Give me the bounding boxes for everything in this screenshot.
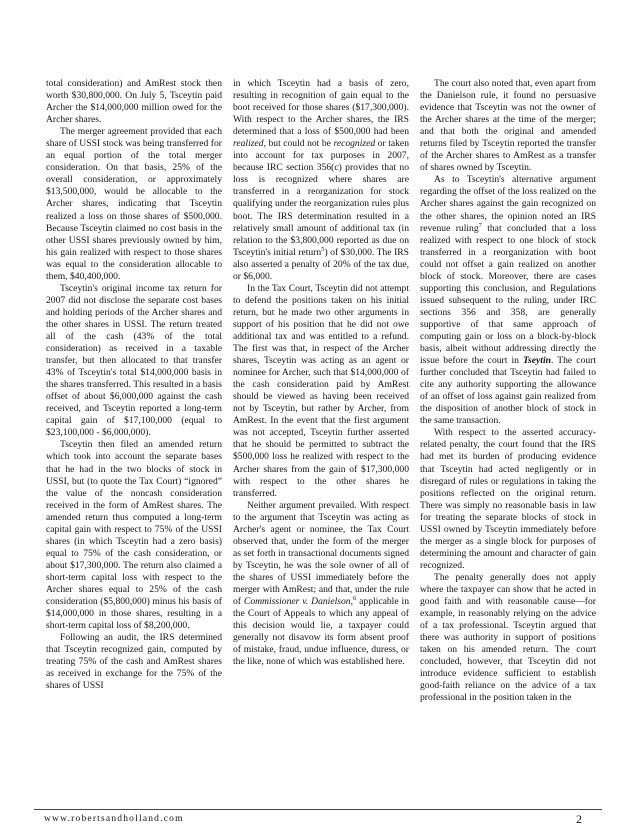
paragraph: Neither argument prevailed. With respect to the argument that Tsceytin was acting as Archer's agent or nominee, the Tax Court observed that, under the form of the merger as set forth in transactional documents signed by Tsceytin, he was the sole owner of all of the shares of USSI immediately before the merger with AmRest; and that, under the rule of Commissioner v. Danielson,$^6$ applicable in the Court of Appeals to which any appeal of this decision would lie, a taxpayer could generally not disavow its form absent proof of mistake, fraud, undue influence, duress, or the like, none of which was established here. — [233, 499, 409, 668]
text-run: Neither argument prevailed. With respect to the argument that Tsceytin was acting as Archer's agent or nominee, the Tax Court observed that, under the form of the merger as set forth in transactional documents signed by Tsceytin, he was the sole owner of all of the shares of USSI immediately before the merger with AmRest; and that, under the rule of — [233, 499, 409, 608]
footer-website: www.robertsandholland.com — [44, 814, 184, 824]
footnote-ref: 5 — [321, 245, 325, 253]
paragraph: In the Tax Court, Tsceytin did not attempt to defend the positions taken on his initial return, but he made two other arguments in support of his position that he did not owe additional tax and was entitled to a refund. The first was that, in respect of the Archer shares, Tsceytin was acting as an agent or nominee for Archer, such that $14,000,000 of the cash consideration paid by AmRest should be viewed as having been received not by Tsceytin, but rather by Archer, from AmRest. In the event that the first argument was not accepted, Tsceytin further asserted that he should be permitted to subtract the $500,000 loss he realized with respect to the Archer shares from the gain of $17,300,000 with respect to the other shares he transferred. — [233, 282, 409, 499]
footnote-ref: 6 — [353, 594, 357, 602]
paragraph: The court also noted that, even apart from the Danielson rule, it found no persuasive evidence that Tsceytin was not the owner of the Archer shares at the time of the merger; and that both the original and amended returns filed by Tsceytin reported the transfer of the Archer shares to AmRest as a transfer of shares owned by Tsceytin. — [420, 78, 596, 174]
article-body — [46, 78, 596, 788]
paragraph: Tsceytin's original income tax return for 2007 did not disclose the separate cost bases and holding periods of the Archer shares and the other shares in USSI. The return treated all of the cash (43% of the total consideration) as received in a taxable transfer, but then allocated to that transfer 43% of Tsceytin's total $14,000,000 basis in the shares transferred. This resulted in a basis offset of about $6,000,000 against the cash received, and Tsceytin reported a long-term capital gain of $17,100,000 (equal to $23,100,000 - $6,000,000). — [46, 282, 222, 439]
text-run: ) of $30,000. The IRS also asserted a penalty of 20% of the tax due, or $6,000. — [233, 246, 409, 282]
text-run: applicable in the Court of Appeals to which any appeal of this decision would lie, a taxpayer could generally not disavow its form absent proof of mistake, fraud, undue influence, duress, or the like, none of which was established here. — [233, 596, 409, 668]
case-citation: Commissioner v. Danielson — [243, 596, 351, 608]
text-run: . The court further concluded that Tsceytin had failed to cite any authority supporting the allowance of an offset of loss against gain realized from the disposition of another block of stock in the same transaction. — [420, 355, 596, 427]
footer-divider — [34, 809, 602, 810]
emphasis-realized: realized — [233, 138, 264, 150]
text-run: As to Tsceytin's alternative argument regarding the offset of the loss realized on the Archer shares against the gain recognized on the other shares, the opinion noted an IRS revenue ruling — [420, 174, 596, 234]
text-run: in which Tsceytin had a basis of zero, resulting in recognition of gain equal to the boot received for those shares ($17,300,000). With respect to the Archer shares, the IRS determined that a loss of $500,000 had been — [233, 78, 409, 138]
column-1 — [46, 78, 222, 788]
emphasis-recognized: recognized — [333, 138, 376, 150]
case-name: Tseytin — [523, 355, 551, 367]
paragraph: Tsceytin then filed an amended return which took into account the separate bases that he had in the two blocks of stock in USSI, but (to quote the Tax Court) “ignored” the value of the noncash consideration received in the form of AmRest shares. The amended return thus computed a long-term capital gain with respect to 75% of the USSI shares (in which Tsceytin had a zero basis) equal to 75% of the cash consideration, or about $17,300,000. The return also claimed a short-term capital loss with respect to the Archer shares equal to 25% of the cash consideration ($5,800,000) minus his basis of $14,000,000 in those shares, resulting in a short-term capital loss of $8,200,000. — [46, 439, 222, 632]
paragraph: With respect to the asserted accuracy-related penalty, the court found that the IRS had met its burden of producing evidence that Tsceytin had acted negligently or in disregard of rules or regulations in taking the positions reflected on the original return. There was simply no reasonable basis in law for treating the separate blocks of stock in USSI owned by Tsceytin immediately before the merger as a single block for purposes of determining the amount and character of gain recognized. — [420, 427, 596, 571]
page-number: 2 — [576, 812, 582, 826]
text-run: that concluded that a loss realized with respect to one block of stock transferred in a reorganization with boot could not offset a gain realized on another block of stock. Moreover, there are cases supporting this conclusion, and Regulations issued subsequent to the ruling, under IRC sections 356 and 358, are generally supportive of that same approach of computing gain or loss on a block-by-block basis, albeit without addressing directly the issue before the court in — [420, 222, 596, 367]
paragraph: The penalty generally does not apply where the taxpayer can show that he acted in good faith and with reasonable cause—for example, in reasonably relying on the advice of a tax professional. Tsceytin argued that there was authority in support of positions taken on his amended return. The court concluded, however, that Tsceytin did not introduce evidence sufficient to establish good-faith reliance on the advice of a tax professional in the position taken in the — [420, 571, 596, 704]
paragraph — [420, 174, 596, 427]
column-3 — [420, 78, 596, 788]
paragraph: The merger agreement provided that each share of USSI stock was being transferred for an equal portion of the total merger consideration. On that basis, 25% of the overall consideration, or approximately $13,500,000, would be allocable to the Archer shares, indicating that Tsceytin realized a loss on those shares of $500,000. Because Tsceytin claimed no cost basis in the other USSI shares previously owned by him, his gain realized with respect to those shares was equal to the consideration allocable to them, $40,400,000. — [46, 126, 222, 282]
paragraph: Following an audit, the IRS determined that Tsceytin recognized gain, computed by treating 75% of the cash and AmRest shares as received in exchange for the 75% of the shares of USSI — [46, 632, 222, 692]
paragraph — [233, 78, 409, 283]
text-run: or taken into account for tax purposes in 2007, because IRC section 356(c) provides that no loss is recognized where shares are transferred in a reorganization for stock qualifying under the reorganization rules plus boot. The IRS determination resulted in a relatively small amount of additional tax (in relation to the $3,800,000 reported as due on Tsceytin's initial return — [233, 138, 409, 258]
text-run: , but could not be — [263, 138, 334, 150]
paragraph: total consideration) and AmRest stock then worth $30,800,000. On July 5, Tsceytin paid Archer the $14,000,000 million owed for the Archer shares. — [46, 78, 222, 126]
column-2 — [233, 78, 409, 788]
footnote-ref: 7 — [478, 221, 482, 229]
